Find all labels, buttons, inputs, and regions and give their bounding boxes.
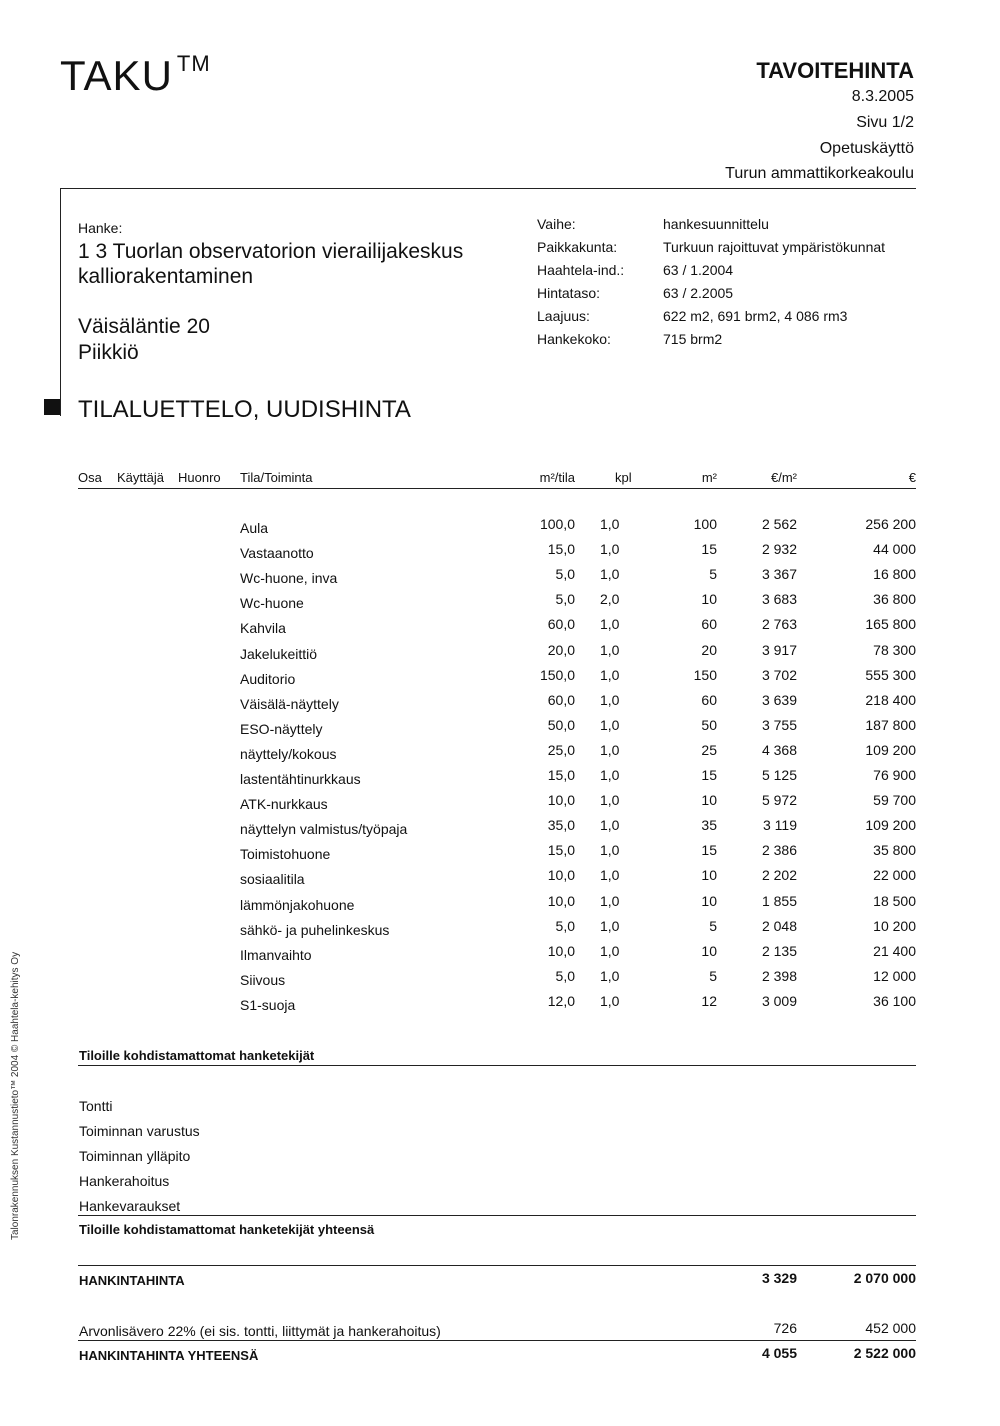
- room-price-per-m2: 3 639: [761, 691, 797, 708]
- room-total-area: 5: [709, 917, 717, 934]
- room-area-per-unit: 15,0: [547, 842, 575, 859]
- room-count: 1,0: [600, 967, 620, 984]
- room-price-per-m2: 4 368: [761, 741, 797, 758]
- room-count: 1,0: [600, 516, 620, 532]
- room-name: Auditorio: [240, 670, 296, 687]
- room-name: sosiaalitila: [240, 871, 305, 888]
- room-price-per-m2: 3 119: [763, 817, 797, 834]
- table-row: [0, 792, 1000, 817]
- room-price: 555 300: [865, 666, 916, 683]
- room-price: 36 800: [873, 591, 916, 608]
- brand-title: [60, 52, 211, 100]
- page-number: Sivu 1/2: [856, 114, 914, 131]
- table-row: [0, 616, 1000, 641]
- section-title: TILALUETTELO, UUDISHINTA: [78, 396, 411, 423]
- room-count: 1,0: [600, 716, 620, 733]
- room-price: 10 200: [873, 917, 916, 934]
- hankintahinta-label: HANKINTAHINTA: [79, 1273, 185, 1288]
- room-total-area: 25: [701, 741, 717, 758]
- room-area-per-unit: 15,0: [547, 541, 575, 558]
- cost-item-hankevaraukset: Hankevaraukset: [79, 1198, 181, 1214]
- table-row: [0, 642, 1000, 667]
- cost-item-varustus: Toiminnan varustus: [79, 1123, 200, 1139]
- col-header-eur: €: [908, 470, 916, 485]
- col-header-m2: m²: [701, 470, 717, 485]
- room-price-per-m2: 3 755: [761, 716, 797, 733]
- room-area-per-unit: 5,0: [555, 591, 575, 608]
- room-total-area: 35: [701, 817, 717, 834]
- address-line2: Piikkiö: [78, 341, 139, 364]
- col-header-huonro: Huonro: [178, 470, 221, 485]
- room-price-per-m2: 3 917: [761, 641, 797, 658]
- table-row: [0, 717, 1000, 742]
- costs-title: Tiloille kohdistamattomat hanketekijät: [79, 1048, 315, 1063]
- room-price: 21 400: [873, 942, 916, 959]
- room-count: 1,0: [600, 792, 620, 809]
- room-price-per-m2: 3 702: [761, 666, 797, 683]
- room-total-area: 60: [701, 691, 717, 708]
- table-row: [0, 943, 1000, 968]
- table-row: [0, 817, 1000, 842]
- col-header-kpl: kpl: [615, 470, 632, 485]
- detail-label-index: Haahtela-ind.:: [537, 262, 625, 278]
- room-price: 78 300: [873, 641, 916, 658]
- room-area-per-unit: 15,0: [547, 767, 575, 783]
- room-price-per-m2: 3 009: [761, 992, 797, 1009]
- room-area-per-unit: 5,0: [555, 967, 575, 984]
- room-total-area: 15: [701, 541, 717, 558]
- room-total-area: 60: [701, 616, 717, 633]
- room-total-area: 10: [701, 942, 717, 959]
- room-name: Kahvila: [240, 620, 286, 637]
- trademark: TM: [176, 51, 211, 76]
- room-total-area: 12: [701, 992, 717, 1009]
- room-price-per-m2: 1 855: [761, 892, 797, 909]
- vat-eur-m2: 726: [773, 1320, 797, 1336]
- cost-item-tontti: Tontti: [79, 1098, 113, 1114]
- table-row: [0, 566, 1000, 591]
- table-row: [0, 993, 1000, 1018]
- detail-label-laajuus: Laajuus:: [537, 308, 590, 324]
- cost-item-hankerahoitus: Hankerahoitus: [79, 1173, 170, 1189]
- room-price-per-m2: 2 932: [761, 541, 797, 558]
- room-area-per-unit: 35,0: [547, 817, 575, 834]
- room-total-area: 15: [701, 767, 717, 783]
- room-count: 1,0: [600, 867, 620, 884]
- table-row: [0, 918, 1000, 943]
- detail-label-hankekoko: Hankekoko:: [537, 331, 611, 347]
- vat-rule: [78, 1340, 916, 1341]
- project-title-line1: 1 3 Tuorlan observatorion vierailijakeskus: [78, 240, 464, 263]
- table-row: [0, 767, 1000, 792]
- room-count: 1,0: [600, 741, 620, 758]
- room-count: 1,0: [600, 641, 620, 658]
- usage-note: Opetuskäyttö: [819, 140, 914, 157]
- detail-label-hintataso: Hintataso:: [537, 285, 601, 301]
- room-count: 2,0: [600, 591, 620, 608]
- room-area-per-unit: 12,0: [547, 992, 575, 1009]
- room-name: Wc-huone, inva: [240, 570, 338, 587]
- hankintahinta-eur-m2: 3 329: [761, 1270, 797, 1286]
- grand-total-eur-m2: 4 055: [761, 1345, 797, 1361]
- room-total-area: 5: [709, 967, 717, 984]
- room-price: 59 700: [873, 792, 916, 809]
- room-name: lämmönjakohuone: [240, 896, 355, 913]
- hankintahinta-rule: [78, 1265, 916, 1266]
- room-total-area: 20: [701, 641, 717, 658]
- room-area-per-unit: 150,0: [539, 666, 575, 683]
- room-name: Toimistohuone: [240, 846, 331, 863]
- room-price: 16 800: [873, 566, 916, 583]
- room-name: Vastaanotto: [240, 545, 314, 562]
- hankintahinta-eur: 2 070 000: [853, 1270, 916, 1286]
- room-area-per-unit: 20,0: [547, 641, 575, 658]
- grand-total-label: HANKINTAHINTA YHTEENSÄ: [79, 1348, 259, 1363]
- room-area-per-unit: 10,0: [547, 942, 575, 959]
- doc-date: 8.3.2005: [851, 88, 914, 105]
- room-area-per-unit: 50,0: [547, 716, 575, 733]
- vat-label: Arvonlisävero 22% (ei sis. tontti, liittymät ja hankerahoitus): [79, 1323, 441, 1339]
- room-count: 1,0: [600, 616, 620, 633]
- table-row: [0, 541, 1000, 566]
- room-count: 1,0: [600, 942, 620, 959]
- room-count: 1,0: [600, 691, 620, 708]
- vat-eur: 452 000: [865, 1320, 916, 1336]
- room-count: 1,0: [600, 566, 620, 583]
- project-title-line2: kalliorakentaminen: [78, 265, 254, 288]
- room-name: Ilmanvaihto: [240, 946, 312, 963]
- room-area-per-unit: 10,0: [547, 792, 575, 809]
- room-price: 35 800: [873, 842, 916, 859]
- room-name: ESO-näyttely: [240, 720, 323, 737]
- cost-item-yllapito: Toiminnan ylläpito: [79, 1148, 191, 1164]
- room-name: ATK-nurkkaus: [240, 796, 328, 813]
- grand-total-eur: 2 522 000: [853, 1345, 916, 1361]
- organization: Turun ammattikorkeakoulu: [725, 165, 914, 182]
- room-count: 1,0: [600, 992, 620, 1009]
- table-row: [0, 968, 1000, 993]
- room-price: 218 400: [865, 691, 916, 708]
- room-price: 36 100: [873, 992, 916, 1009]
- room-price-per-m2: 2 048: [761, 917, 797, 934]
- brand-name: TAKU: [60, 52, 173, 99]
- col-header-kayttaja: Käyttäjä: [117, 470, 164, 485]
- room-price-per-m2: 2 763: [761, 616, 797, 633]
- header-divider: [60, 188, 916, 189]
- room-total-area: 10: [701, 867, 717, 884]
- room-area-per-unit: 60,0: [547, 691, 575, 708]
- room-price-per-m2: 3 367: [761, 566, 797, 583]
- room-price-per-m2: 2 135: [761, 942, 797, 959]
- room-name: Väisälä-näyttely: [240, 695, 339, 712]
- table-row: [0, 516, 1000, 541]
- address-line1: Väisäläntie 20: [78, 315, 210, 338]
- room-name: näyttely/kokous: [240, 745, 337, 762]
- room-name: Wc-huone: [240, 595, 304, 612]
- room-total-area: 10: [701, 591, 717, 608]
- table-header-rule: [78, 488, 916, 489]
- room-total-area: 100: [693, 516, 717, 532]
- room-name: S1-suoja: [240, 996, 296, 1013]
- table-row: [0, 591, 1000, 616]
- section-marker: [44, 399, 60, 415]
- room-area-per-unit: 5,0: [555, 917, 575, 934]
- room-name: sähkö- ja puhelinkeskus: [240, 921, 390, 938]
- room-name: näyttelyn valmistus/työpaja: [240, 821, 408, 838]
- room-price: 256 200: [865, 516, 916, 532]
- room-price-per-m2: 2 386: [761, 842, 797, 859]
- room-name: Siivous: [240, 971, 286, 988]
- room-count: 1,0: [600, 817, 620, 834]
- col-header-tila: Tila/Toiminta: [240, 470, 313, 485]
- room-total-area: 5: [709, 566, 717, 583]
- doc-type: TAVOITEHINTA: [756, 58, 914, 83]
- room-price: 165 800: [865, 616, 916, 633]
- room-price: 18 500: [873, 892, 916, 909]
- room-count: 1,0: [600, 917, 620, 934]
- room-count: 1,0: [600, 892, 620, 909]
- table-row: [0, 867, 1000, 892]
- costs-total-rule: [78, 1215, 916, 1216]
- room-name: Jakelukeittiö: [240, 645, 318, 662]
- room-price-per-m2: 2 562: [761, 516, 797, 532]
- room-price-per-m2: 5 125: [761, 767, 797, 783]
- table-row: [0, 692, 1000, 717]
- left-rule: [60, 188, 61, 416]
- room-area-per-unit: 60,0: [547, 616, 575, 633]
- room-count: 1,0: [600, 541, 620, 558]
- room-price-per-m2: 2 398: [761, 967, 797, 984]
- room-count: 1,0: [600, 666, 620, 683]
- room-count: 1,0: [600, 842, 620, 859]
- hanke-label: Hanke:: [78, 220, 123, 236]
- room-price: 76 900: [873, 767, 916, 783]
- room-area-per-unit: 10,0: [547, 892, 575, 909]
- room-total-area: 10: [701, 792, 717, 809]
- detail-value-laajuus: 622 m2, 691 brm2, 4 086 rm3: [663, 308, 848, 324]
- room-name: lastentähtinurkkaus: [240, 771, 361, 787]
- col-header-osa: Osa: [78, 470, 102, 485]
- room-area-per-unit: 10,0: [547, 867, 575, 884]
- costs-total-label: Tiloille kohdistamattomat hanketekijät yhteensä: [79, 1222, 375, 1237]
- room-name: Aula: [240, 520, 269, 536]
- room-price: 44 000: [873, 541, 916, 558]
- room-total-area: 150: [693, 666, 717, 683]
- room-total-area: 10: [701, 892, 717, 909]
- room-price: 12 000: [873, 967, 916, 984]
- col-header-m2tila: m²/tila: [539, 470, 575, 485]
- table-row: [0, 667, 1000, 692]
- table-row: [0, 893, 1000, 918]
- room-price: 22 000: [873, 867, 916, 884]
- room-area-per-unit: 5,0: [555, 566, 575, 583]
- room-count: 1,0: [600, 767, 620, 783]
- room-price-per-m2: 2 202: [761, 867, 797, 884]
- detail-value-index: 63 / 1.2004: [663, 262, 734, 278]
- room-total-area: 50: [701, 716, 717, 733]
- table-row: [0, 742, 1000, 767]
- room-price: 187 800: [865, 716, 916, 733]
- costs-rule: [78, 1065, 916, 1066]
- detail-label-paikkakunta: Paikkakunta:: [537, 239, 618, 255]
- copyright-sidebar: Talonrakennuksen Kustannustieto™ 2004 © Haahtela-kehitys Oy: [10, 951, 21, 1240]
- room-area-per-unit: 25,0: [547, 741, 575, 758]
- col-header-eur-m2: €/m²: [771, 470, 797, 485]
- room-price: 109 200: [865, 741, 916, 758]
- detail-label-vaihe: Vaihe:: [537, 216, 576, 232]
- room-price-per-m2: 3 683: [761, 591, 797, 608]
- room-area-per-unit: 100,0: [539, 516, 575, 532]
- room-price-per-m2: 5 972: [761, 792, 797, 809]
- detail-value-paikkakunta: Turkuun rajoittuvat ympäristökunnat: [663, 239, 886, 255]
- detail-value-hankekoko: 715 brm2: [663, 331, 723, 347]
- table-row: [0, 842, 1000, 867]
- room-price: 109 200: [865, 817, 916, 834]
- detail-value-hintataso: 63 / 2.2005: [663, 285, 734, 301]
- room-total-area: 15: [701, 842, 717, 859]
- detail-value-vaihe: hankesuunnittelu: [663, 216, 769, 232]
